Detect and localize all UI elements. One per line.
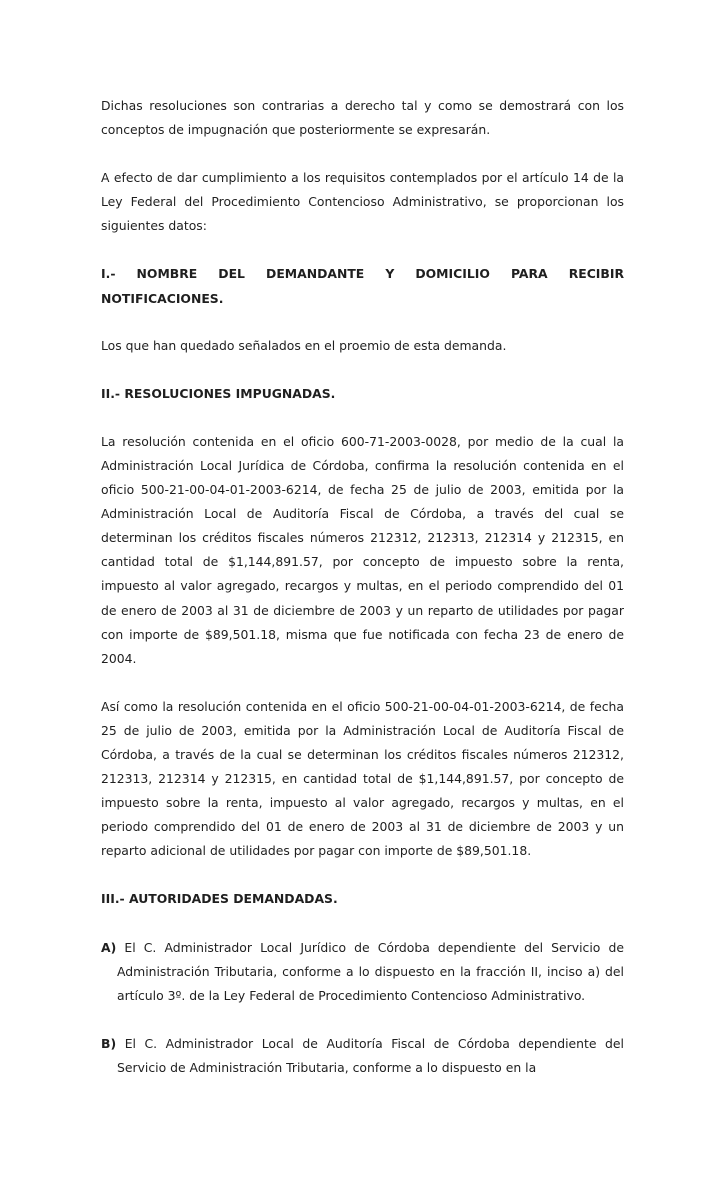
paragraph-resolucion-oficio-500: Así como la resolución contenida en el oficio 500-21-00-04-01-2003-6214, de fecha 25 de julio de 2003, emitida por la Administración Local de Auditoría Fiscal de Córdoba, a través de la cual se determinan los créditos fiscales números 212312, 212313, 212314 y 212315, en cantidad total de $1,144,891.57, por concepto de impuesto sobre la renta, impuesto al valor agregado, recargos y multas, en el periodo comprendido del 01 de enero de 2003 al 31 de diciembre de 2003 y un reparto adicional de utilidades por pagar con importe de $89,501.18. bbox=[101, 698, 624, 859]
paragraph-requisitos-articulo-14: A efecto de dar cumplimiento a los requisitos contemplados por el artículo 14 de la Ley Federal del Procedimiento Contencioso Administrativo, se proporcionan los siguientes datos: bbox=[101, 170, 624, 234]
heading-resoluciones-impugnadas: II.- RESOLUCIONES IMPUGNADAS. bbox=[101, 385, 336, 401]
heading-autoridades-demandadas: III.- AUTORIDADES DEMANDADAS. bbox=[101, 891, 338, 907]
item-letter-b: B) bbox=[101, 1035, 117, 1051]
paragraph-resoluciones-contrarias: Dichas resoluciones son contrarias a derecho tal y como se demostrará con los conceptos de impugnación que posteriormente se expresarán. bbox=[101, 98, 624, 138]
paragraph-resolucion-oficio-600: La resolución contenida en el oficio 600-71-2003-0028, por medio de la cual la Administración Local Jurídica de Córdoba, confirma la resolución contenida en el oficio 500-21-00-04-01-2003-6214, de fecha 25 de julio de 2003, emitida por la Administración Local de Auditoría Fiscal de Córdoba, a través del cual se determinan los créditos fiscales números 212312, 212313, 212314 y 212315, en cantidad total de $1,144,891.57, por concepto de impuesto sobre la renta, impuesto al valor agregado, recargos y multas, en el periodo comprendido del 01 de enero de 2003 al 31 de diciembre de 2003 y un reparto de utilidades por pagar con importe de $89,501.18, misma que fue notificada con fecha 23 de enero de 2004. bbox=[101, 433, 624, 666]
paragraph-proemio: Los que han quedado señalados en el proemio de esta demanda. bbox=[101, 337, 507, 353]
document-page bbox=[101, 94, 624, 1104]
item-text-a: El C. Administrador Local Jurídico de Córdoba dependiente del Servicio de Administración Tributaria, conforme a lo dispuesto en la fracción II, inciso a) del artículo 3º. de la Ley Federal de Procedimiento Contencioso Administrativo. bbox=[117, 939, 624, 1003]
item-text-b: El C. Administrador Local de Auditoría Fiscal de Córdoba dependiente del Servicio de Administración Tributaria, conforme a lo dispuesto en la bbox=[117, 1035, 624, 1075]
list-item-autoridad-a bbox=[101, 936, 624, 1008]
heading-nombre-demandante: I.- NOMBRE DEL DEMANDANTE Y DOMICILIO PARA RECIBIR NOTIFICACIONES. bbox=[101, 266, 624, 306]
item-letter-a: A) bbox=[101, 939, 117, 955]
list-item-autoridad-b bbox=[101, 1032, 624, 1080]
